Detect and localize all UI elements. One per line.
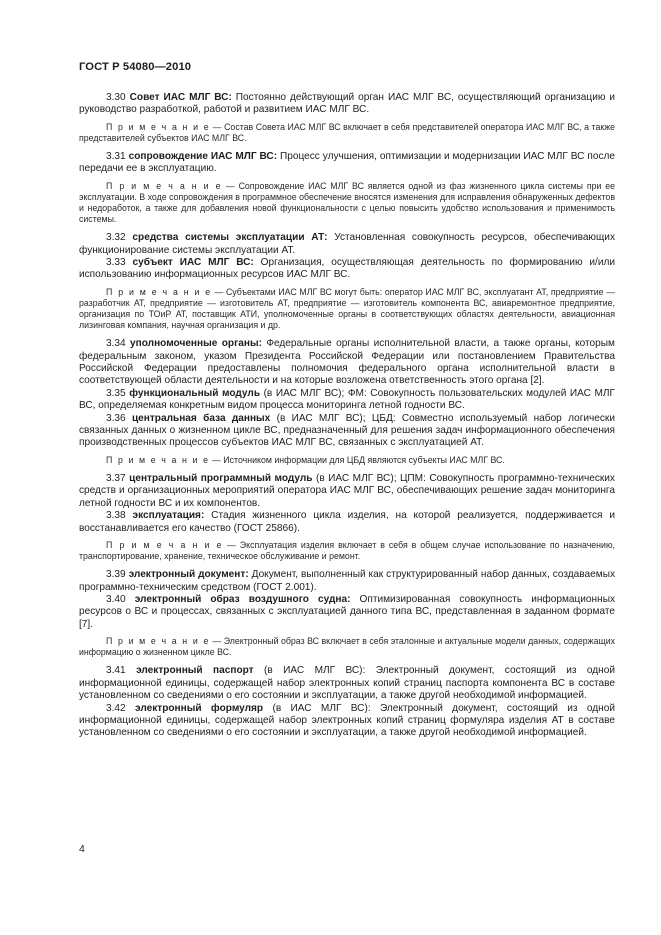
term-definition: Электронный документ, состоящий из одной информационной единицы, содержащей набор электронных копий страниц формуляра изделия АТ в составе установленном со сведениями о его состоянии и эксплуатации, а также другой необходимой информацией. — [79, 702, 615, 739]
note-label: П р и м е ч а н и е — [106, 636, 210, 647]
term-qualifier: (в ИАС МЛГ ВС); ЦБД: — [270, 412, 396, 424]
term-name: электронный образ воздушного судна: — [134, 593, 351, 605]
note-dash: — — [209, 636, 224, 647]
term-qualifier: (в ИАС МЛГ ВС): — [253, 665, 366, 677]
term-definition: Постоянно действующий орган ИАС МЛГ ВС, осуществляющий организацию и руководство разработкой, работой и развитием ИАС МЛГ ВС. — [79, 92, 615, 116]
note-paragraph — [79, 540, 615, 562]
term-entry — [79, 92, 615, 117]
note-label: П р и м е ч а н и е — [106, 454, 210, 465]
note-dash: — — [211, 286, 226, 297]
term-definition: Стадия жизненного цикла изделия, на которой реализуется, поддерживается и восстанавливается его качество (ГОСТ 25866). — [79, 510, 615, 534]
term-definition: Оптимизированная совокупность информационных ресурсов о ВС и процессах, связанных с эксплуатацией данного типа ВС, представленная в заданном формате [7]. — [79, 593, 615, 630]
term-entry — [79, 665, 615, 702]
term-name: эксплуатация: — [132, 510, 205, 522]
term-name: функциональный модуль — [129, 387, 261, 399]
term-number: 3.31 — [106, 151, 126, 162]
note-paragraph — [79, 287, 615, 331]
term-definition: Совокупность пользовательских модулей ИАС МЛГ ВС, определяемая конкретным видом процесса мониторинга летной годности ВС. — [79, 387, 615, 412]
term-definition: Совокупность программно-технических средств и организационных мероприятий оператора ИАС МЛГ ВС, обеспечивающих решение задач мониторинга летной годности ВС и их компонентов. — [79, 472, 615, 509]
document-body — [79, 92, 615, 745]
term-number: 3.33 — [106, 257, 126, 268]
term-definition: Документ, выполненный как структурированный набор данных, создаваемых программно-техническим средством (ГОСТ 2.001). — [79, 569, 615, 593]
term-number: 3.32 — [106, 232, 126, 244]
term-entry — [79, 232, 615, 257]
term-definition: Электронный документ, состоящий из одной информационной единицы, содержащей набор электронных копий страниц паспорта компонента ВС в составе установленном со сведениями о его состоянии и эксплуатации, а также другой необходимой информацией. — [79, 665, 615, 702]
term-name: электронный паспорт — [136, 665, 254, 677]
note-label: П р и м е ч а н и е — [106, 286, 212, 297]
term-number: 3.40 — [106, 593, 126, 605]
note-label: П р и м е ч а н и е — [106, 539, 224, 550]
term-number: 3.34 — [106, 338, 126, 350]
note-label: П р и м е ч а н и е — [106, 121, 211, 132]
note-text: Электронный образ ВС включает в себя эталонные и актуальные модели данных, содержащих информацию о жизненном цикле ВС. — [79, 636, 616, 658]
term-number: 3.41 — [106, 665, 126, 677]
term-name: центральная база данных — [131, 412, 271, 424]
term-entry — [79, 703, 615, 740]
term-definition: Федеральные органы исполнительной власти, а также органы, которым федеральным законом, указом Президента Российской Федерации или постановлением Правительства Российской Федерации предоставлены полномочия федерального органа исполнительной власти в соответствующей области деятельности и на которые возложена ответственность этого органа [2]. — [79, 338, 615, 387]
note-text: Эксплуатация изделия включает в себя в общем случае использование по назначению, транспортирование, хранение, техническое обслуживание и ремонт. — [79, 539, 615, 562]
term-entry — [79, 151, 615, 176]
term-qualifier: (в ИАС МЛГ ВС); ЦПМ: — [312, 472, 426, 484]
note-paragraph — [79, 122, 615, 144]
term-qualifier: (в ИАС МЛГ ВС); ФМ: — [260, 387, 367, 399]
term-entry — [79, 510, 615, 535]
document-header: ГОСТ Р 54080—2010 — [79, 61, 192, 73]
note-text: Сопровождение ИАС МЛГ ВС является одной из фаз жизненного цикла системы при ее эксплуатации. В ходе сопровождения в программное обеспечение вносятся изменения для исправления обнаруженных дефектов и недоработок, а также для добавления новой функциональности с целью повысить удобство использования и применимость системы. — [79, 180, 616, 225]
term-number: 3.42 — [106, 702, 126, 714]
term-name: уполномоченные органы: — [130, 338, 262, 350]
term-name: Совет ИАС МЛГ ВС: — [129, 92, 232, 103]
term-number: 3.39 — [106, 569, 126, 581]
term-number: 3.36 — [106, 412, 126, 424]
note-label: П р и м е ч а н и е — [106, 180, 223, 191]
term-entry — [79, 594, 615, 631]
term-name: субъект ИАС МЛГ ВС: — [132, 257, 254, 268]
term-entry — [79, 413, 615, 450]
note-paragraph — [79, 636, 615, 658]
term-definition: Совместно используемый набор логически связанных данных о жизненном цикле ВС, предназначенный для решения задач информационного обеспечения производственных процессов субъектов ИАС МЛГ ВС, связанных с эксплуатацией АТ. — [79, 412, 615, 449]
term-entry — [79, 473, 615, 510]
note-paragraph — [79, 455, 615, 466]
note-text: Субъектами ИАС МЛГ ВС могут быть: оператор ИАС МЛГ ВС, эксплуатант АТ, предприятие — разработчик АТ, предприятие — изготовитель АТ, предприятие — изготовитель компонента ВС, авиаремонтное предприятие, организация по ТОиР АТ, поставщик АТИ, уполномоченные органы в соответствующих областях деятельности, авиационная лизинговая компания, научная организация и др. — [79, 286, 616, 331]
term-number: 3.35 — [106, 387, 126, 399]
term-name: электронный формуляр — [135, 702, 264, 714]
note-text: Источником информации для ЦБД являются субъекты ИАС МЛГ ВС. — [223, 454, 505, 465]
note-dash: — — [210, 121, 225, 132]
note-dash: — — [222, 180, 239, 191]
note-dash: — — [209, 454, 224, 465]
term-entry — [79, 338, 615, 388]
term-definition: Процесс улучшения, оптимизации и модернизации ИАС МЛГ ВС после передачи ее в эксплуатацию. — [79, 151, 616, 175]
note-text: Состав Совета ИАС МЛГ ВС включает в себя представителей оператора ИАС МЛГ ВС, а также представителей субъектов ИАС МЛГ ВС. — [79, 121, 615, 143]
term-name: центральный программный модуль — [129, 472, 313, 484]
page-number: 4 — [79, 843, 85, 855]
term-qualifier: (в ИАС МЛГ ВС): — [263, 702, 371, 714]
term-entry — [79, 388, 615, 413]
term-name: электронный документ: — [128, 569, 249, 581]
term-number: 3.38 — [106, 510, 126, 522]
term-number: 3.30 — [106, 92, 126, 103]
term-definition: Установленная совокупность ресурсов, обеспечивающих функционирование системы эксплуатации АТ. — [79, 232, 615, 256]
term-number: 3.37 — [106, 472, 126, 484]
term-entry — [79, 569, 615, 594]
term-entry — [79, 257, 615, 282]
term-name: сопровождение ИАС МЛГ ВС: — [128, 151, 278, 162]
note-paragraph — [79, 181, 615, 225]
term-name: средства системы эксплуатации АТ: — [132, 232, 328, 244]
term-definition: Организация, осуществляющая деятельность по формированию и/или использованию информационных ресурсов ИАС МЛГ ВС. — [79, 257, 616, 281]
note-dash: — — [223, 539, 240, 550]
